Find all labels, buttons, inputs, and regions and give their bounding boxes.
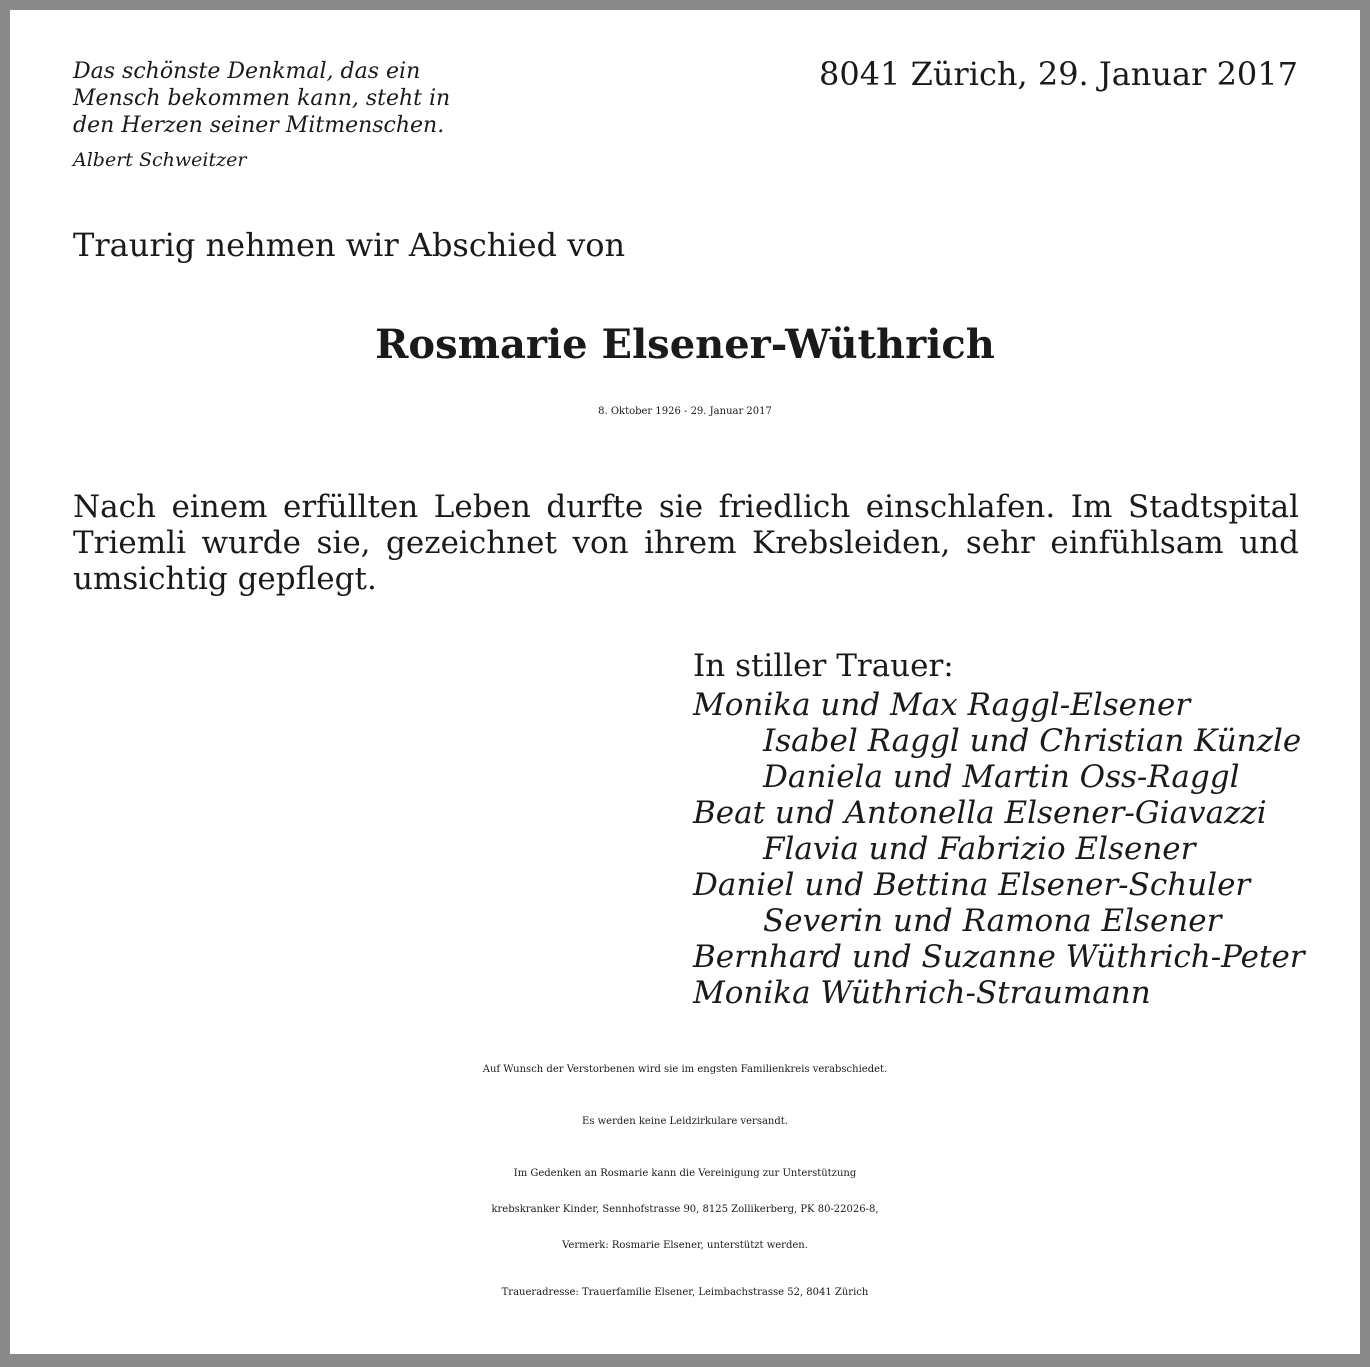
- body-paragraph: Nach einem erfüllten Leben durfte sie friedlich einschlafen. Im Stadtspital Triemli wurde sie, gezeichnet von ihrem Krebsleiden, sehr einfühlsam und umsichtig gepflegt.: [73, 489, 1299, 597]
- deceased-name: Rosmarie Elsener-Wüthrich: [375, 321, 995, 368]
- mourner-entry: Bernhard und Suzanne Wüthrich-Peter: [693, 939, 1305, 975]
- mourner-entry: Monika und Max Raggl-Elsener: [693, 687, 1191, 723]
- mourner-entry: Beat und Antonella Elsener-Giavazzi: [693, 795, 1267, 831]
- quote-line: Mensch bekommen kann, steht in: [73, 86, 451, 111]
- quote-line: den Herzen seiner Mitmenschen.: [73, 113, 445, 138]
- donation-line: Vermerk: Rosmarie Elsener, unterstützt werden.: [562, 1240, 808, 1251]
- intro-line: Traurig nehmen wir Abschied von: [73, 226, 626, 264]
- donation-line: Im Gedenken an Rosmarie kann die Vereinigung zur Unterstützung: [513, 1168, 857, 1179]
- place-date: 8041 Zürich, 29. Januar 2017: [818, 55, 1298, 93]
- obituary-notice: [10, 10, 1360, 1354]
- mourner-entry: Daniel und Bettina Elsener-Schuler: [693, 867, 1251, 903]
- life-dates: 8. Oktober 1926 - 29. Januar 2017: [598, 406, 772, 417]
- mourner-entry: Flavia und Fabrizio Elsener: [763, 831, 1196, 867]
- farewell-notice: Auf Wunsch der Verstorbenen wird sie im engsten Familienkreis verabschiedet.: [482, 1064, 888, 1075]
- mourner-entry: Isabel Raggl und Christian Künzle: [763, 723, 1302, 759]
- mourners-list: [693, 648, 1305, 1011]
- mourner-entry: Daniela und Martin Oss-Raggl: [763, 759, 1240, 795]
- donation-notice: [10, 1156, 1360, 1264]
- mourners-heading: In stiller Trauer:: [693, 648, 954, 684]
- mourner-entry: Monika Wüthrich-Straumann: [693, 975, 1151, 1011]
- no-circulars-notice: Es werden keine Leidzirkulare versandt.: [582, 1116, 788, 1127]
- mourning-address: Traueradresse: Trauerfamilie Elsener, Leimbachstrasse 52, 8041 Zürich: [501, 1287, 869, 1298]
- quote-author: Albert Schweitzer: [73, 149, 247, 171]
- quote-line: Das schönste Denkmal, das ein: [73, 59, 421, 84]
- mourner-entry: Severin und Ramona Elsener: [763, 903, 1222, 939]
- donation-line: krebskranker Kinder, Sennhofstrasse 90, 8125 Zollikerberg, PK 80-22026-8,: [491, 1204, 879, 1215]
- epigraph-quote: [73, 58, 503, 174]
